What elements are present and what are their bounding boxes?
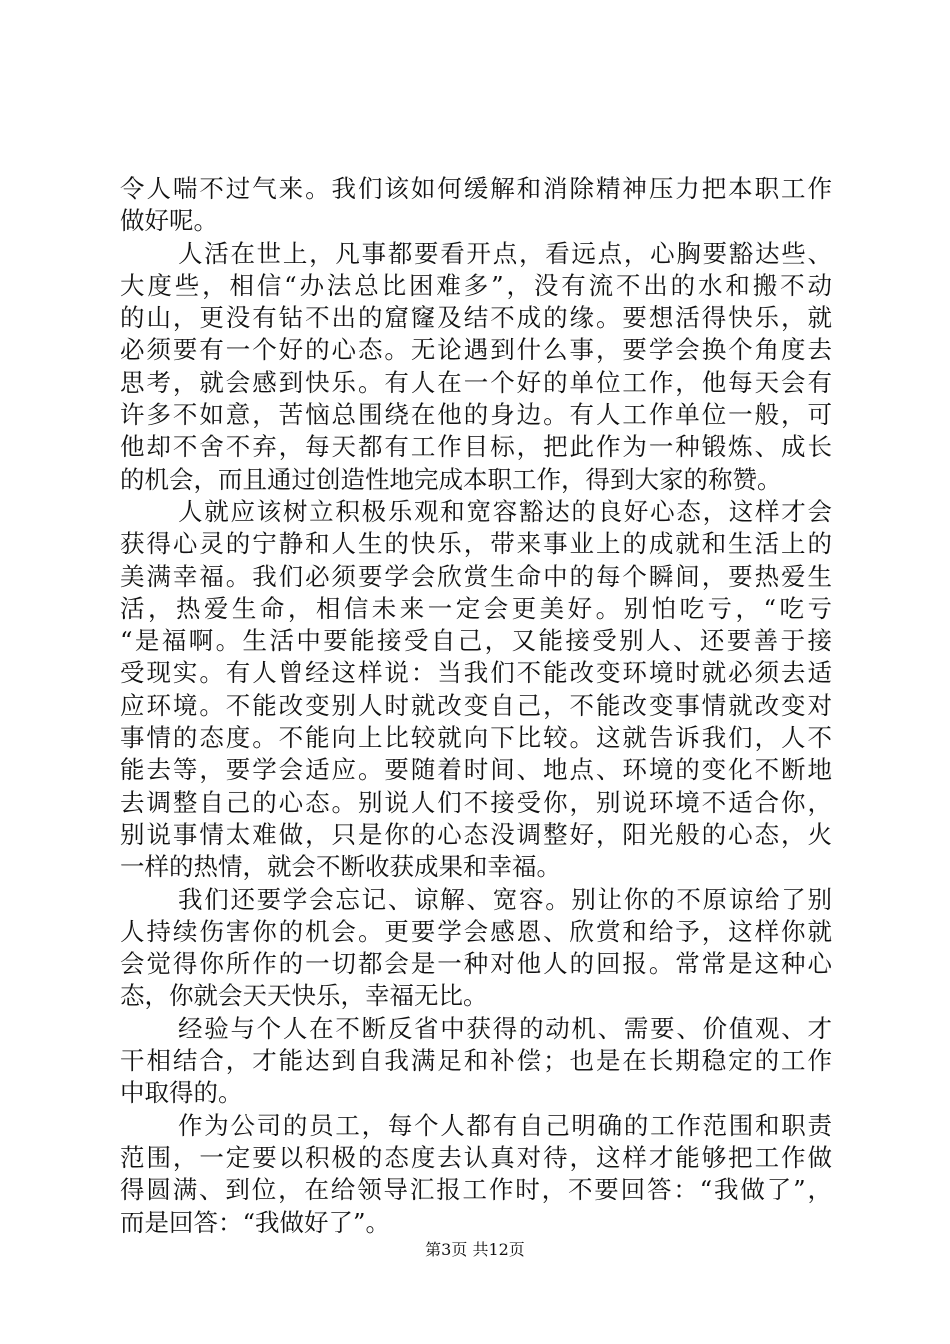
text-line: 态，你就会天天快乐，幸福无比。	[120, 981, 488, 1011]
text-line: 去调整自己的心态。别说人们不接受你，别说环境不适合你，	[120, 787, 832, 817]
text-line: 受现实。有人曾经这样说：当我们不能改变环境时就必须去适	[120, 658, 832, 688]
text-line: 做好呢。	[120, 206, 218, 236]
text-line: 别说事情太难做，只是你的心态没调整好，阳光般的心态，火	[120, 819, 832, 849]
paragraph-start-line: 经验与个人在不断反省中获得的动机、需要、价值观、才	[178, 1013, 832, 1043]
text-line: 干相结合，才能达到自我满足和补偿；也是在长期稳定的工作	[120, 1046, 832, 1076]
text-line: 应环境。不能改变别人时就改变自己，不能改变事情就改变对	[120, 690, 832, 720]
paragraph-start-line: 人活在世上，凡事都要看开点，看远点，心胸要豁达些、	[178, 238, 832, 268]
text-line: 的山，更没有钻不出的窟窿及结不成的缘。要想活得快乐，就	[120, 303, 832, 333]
text-line: 许多不如意，苦恼总围绕在他的身边。有人工作单位一般，可	[120, 400, 832, 430]
paragraph-start-line: 我们还要学会忘记、谅解、宽容。别让你的不原谅给了别	[178, 884, 832, 914]
text-line: 而是回答：“我做好了”。	[120, 1207, 391, 1237]
text-line: 会觉得你所作的一切都会是一种对他人的回报。常常是这种心	[120, 949, 832, 979]
text-line: 事情的态度。不能向上比较就向下比较。这就告诉我们，人不	[120, 723, 832, 753]
paragraph-start-line: 作为公司的员工，每个人都有自己明确的工作范围和职责	[178, 1110, 832, 1140]
text-line: 必须要有一个好的心态。无论遇到什么事，要学会换个角度去	[120, 335, 832, 365]
text-line: 美满幸福。我们必须要学会欣赏生命中的每个瞬间，要热爱生	[120, 561, 832, 591]
text-line: 得圆满、到位，在给领导汇报工作时，不要回答：“我做了”，	[120, 1175, 832, 1205]
text-line: 范围，一定要以积极的态度去认真对待，这样才能够把工作做	[120, 1142, 832, 1172]
text-line: 能去等，要学会适应。要随着时间、地点、环境的变化不断地	[120, 755, 832, 785]
text-line: 他却不舍不弃，每天都有工作目标，把此作为一种锻炼、成长	[120, 432, 832, 462]
text-line: 中取得的。	[120, 1078, 243, 1108]
text-line: 的机会，而且通过创造性地完成本职工作，得到大家的称赞。	[120, 464, 782, 494]
text-line: 思考，就会感到快乐。有人在一个好的单位工作，他每天会有	[120, 367, 832, 397]
text-line: 一样的热情，就会不断收获成果和幸福。	[120, 852, 561, 882]
body-text	[120, 173, 832, 1239]
text-line: 获得心灵的宁静和人生的快乐，带来事业上的成就和生活上的	[120, 529, 832, 559]
text-line: 人持续伤害你的机会。更要学会感恩、欣赏和给予，这样你就	[120, 916, 832, 946]
page-number-footer: 第3页 共12页	[425, 1240, 525, 1259]
text-line: “是福啊。生活中要能接受自己，又能接受别人、还要善于接	[120, 626, 832, 656]
paragraph-start-line: 人就应该树立积极乐观和宽容豁达的良好心态，这样才会	[178, 496, 832, 526]
text-line: 活，热爱生命，相信未来一定会更美好。别怕吃亏，“吃亏	[120, 593, 832, 623]
text-line: 令人喘不过气来。我们该如何缓解和消除精神压力把本职工作	[120, 174, 832, 203]
text-line: 大度些，相信“办法总比困难多”，没有流不出的水和搬不动	[120, 270, 832, 300]
